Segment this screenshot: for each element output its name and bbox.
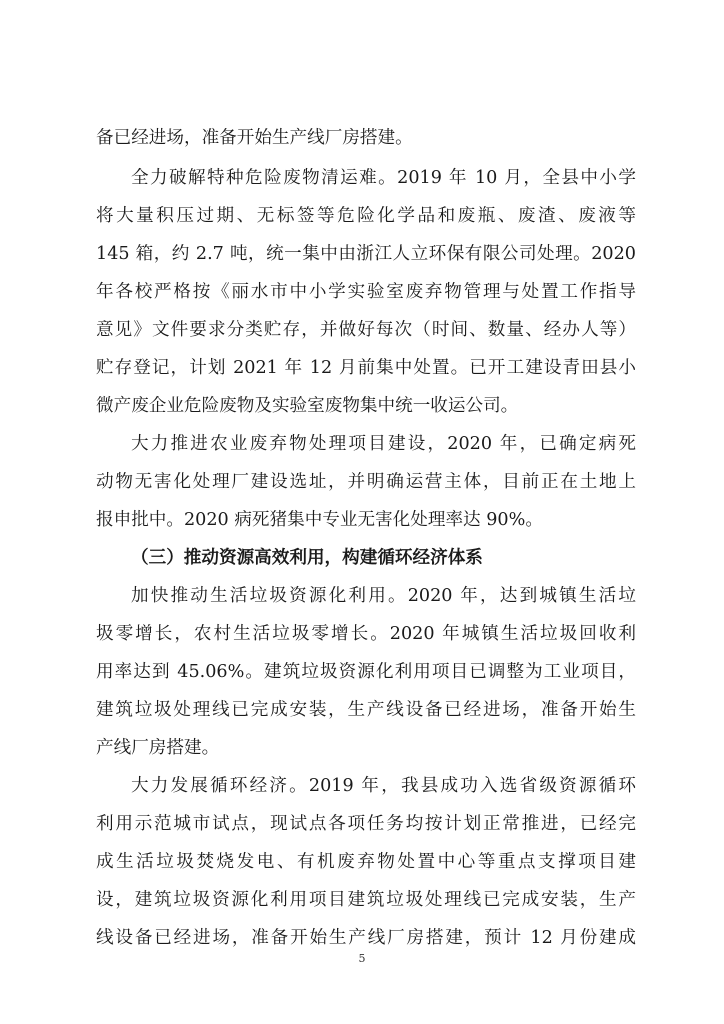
text-line: 圾零增长，农村生活垃圾零增长。2020 年城镇生活垃圾回收利	[96, 624, 636, 644]
page-number: 5	[358, 952, 366, 965]
text-line: 利用示范城市试点，现试点各项任务均按计划正常推进，已经完	[96, 814, 636, 834]
text-line: 年各校严格按《丽水市中小学实验室废弃物管理与处置工作指导	[96, 282, 636, 302]
text-line: 成生活垃圾焚烧发电、有机废弃物处置中心等重点支撑项目建	[96, 852, 636, 872]
text-line: 145 箱，约 2.7 吨，统一集中由浙江人立环保有限公司处理。2020	[96, 244, 636, 264]
text-line: 微产废企业危险废物及实验室废物集中统一收运公司。	[96, 396, 519, 416]
text-line: 设，建筑垃圾资源化利用项目建筑垃圾处理线已完成安装，生产	[96, 890, 636, 910]
text-line: 全力破解特种危险废物清运难。2019 年 10 月，全县中小学	[131, 168, 636, 188]
text-line: 加快推动生活垃圾资源化利用。2020 年，达到城镇生活垃	[131, 586, 636, 606]
text-line: 线设备已经进场，准备开始生产线厂房搭建，预计 12 月份建成	[96, 928, 636, 948]
text-line: 用率达到 45.06%。建筑垃圾资源化利用项目已调整为工业项目，	[96, 662, 636, 682]
text-line: 大力发展循环经济。2019 年，我县成功入选省级资源循环	[131, 776, 636, 796]
text-line: 产线厂房搭建。	[96, 738, 220, 758]
text-line: 将大量积压过期、无标签等危险化学品和废瓶、废渣、废液等	[96, 206, 636, 226]
section-heading: （三）推动资源高效利用，构建循环经济体系	[131, 547, 483, 568]
text-line: 备已经进场，准备开始生产线厂房搭建。	[96, 128, 413, 148]
text-line: 报申批中。2020 病死猪集中专业无害化处理率达 90%。	[96, 510, 543, 530]
text-line: 意见》文件要求分类贮存，并做好每次（时间、数量、经办人等）	[96, 320, 636, 340]
text-line: 贮存登记，计划 2021 年 12 月前集中处置。已开工建设青田县小	[96, 358, 636, 378]
text-line: 大力推进农业废弃物处理项目建设，2020 年，已确定病死	[131, 434, 636, 454]
text-line: 建筑垃圾处理线已完成安装，生产线设备已经进场，准备开始生	[96, 700, 636, 720]
text-line: 动物无害化处理厂建设选址，并明确运营主体，目前正在土地上	[96, 472, 636, 492]
